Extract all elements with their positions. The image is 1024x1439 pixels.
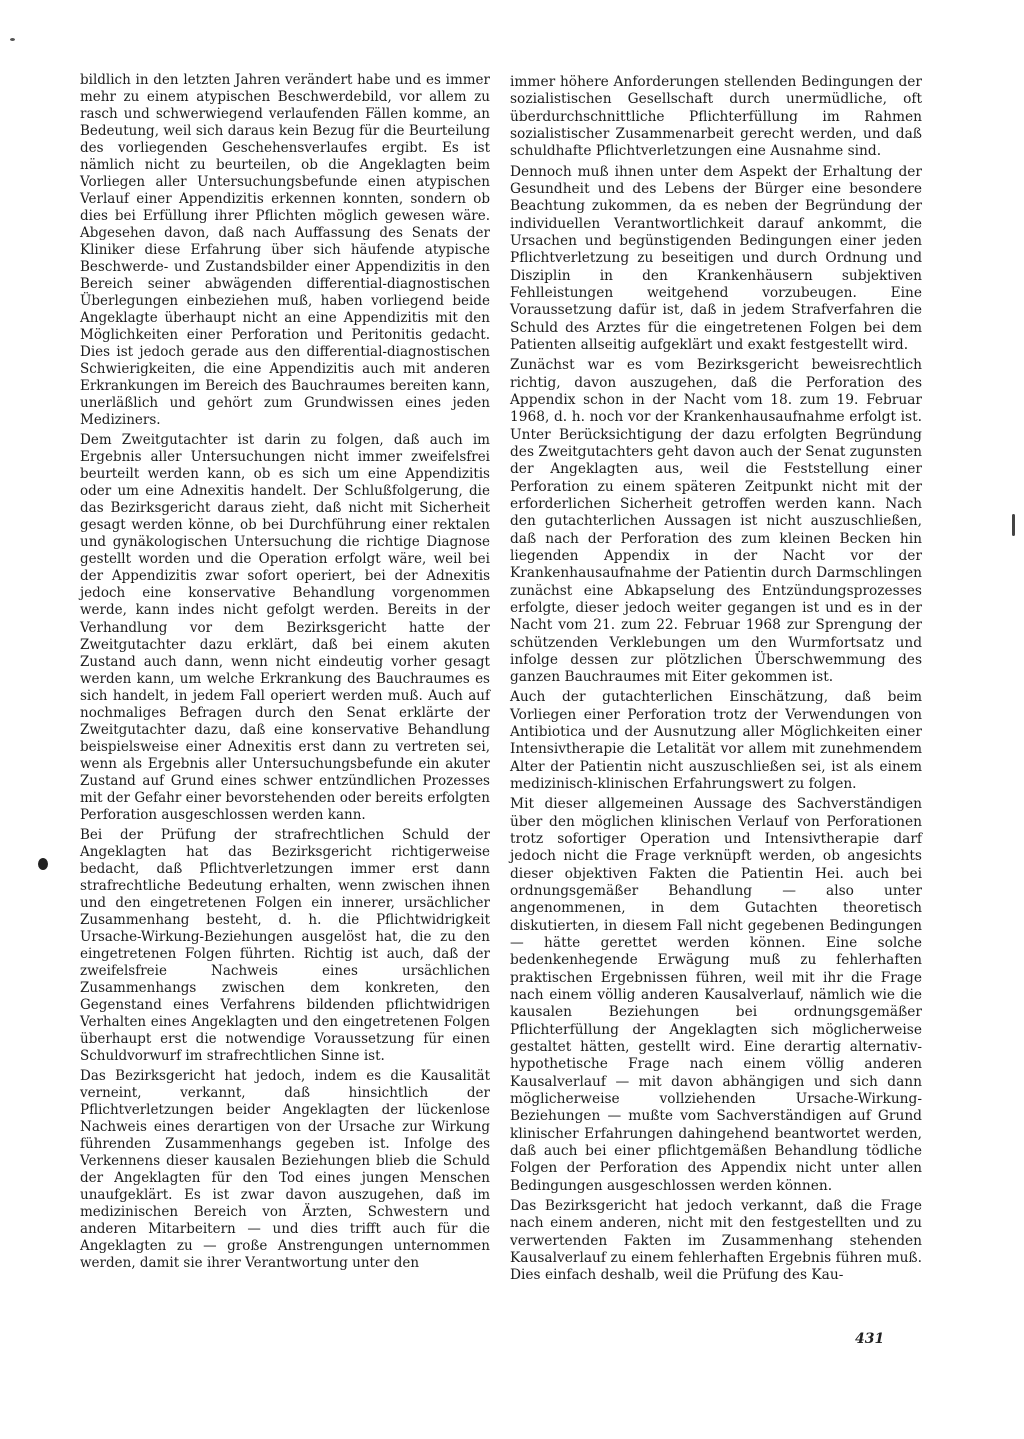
paragraph: bildlich in den letzten Jahren verändert habe und es immer mehr zu einem atypischen Beschwerdebild, vor allem zu rasch und schwerwiegend verlaufenden Fällen komme, an Bedeutung, weil sich daraus kein Bezug für die Beurteilung des vorliegenden Geschehensverlaufes ergibt. Es ist nämlich nicht zu beurteilen, ob die Angeklagten beim Vorliegen aller Untersuchungsbefunde einen atypischen Verlauf einer Appendizitis erkennen konnten, sondern ob dies bei Erfüllung ihrer Pflichten möglich gewesen wäre. Abgesehen davon, daß nach Auffassung des Senats der Kliniker diese Erfahrung über sich häufende atypische Beschwerde- und Zustandsbilder einer Appendizitis in den Bereich seiner abwägenden differential-diagnostischen Überlegungen einbeziehen muß, haben vorliegend beide Angeklagte überhaupt nicht an eine Appendizitis mit den Möglichkeiten einer Perforation und Peritonitis gedacht. Dies ist jedoch gerade aus den differential-diagnostischen Schwierigkeiten, die eine Appendizitis auch mit anderen Erkrankungen im Bereich des Bauchraumes bereiten kann, unerläßlich und gehört zum Grundwissen eines jeden Mediziners. (80, 72, 490, 429)
paragraph: immer höhere Anforderungen stellenden Bedingungen der sozialistischen Gesellschaft durch unermüdliche, oft überdurchschnittliche Pflichterfüllung im Rahmen sozialistischer Zusammenarbeit gerecht werden, und daß schuldhafte Pflichtverletzungen eine Ausnahme sind. (510, 74, 922, 160)
paragraph: Auch der gutachterlichen Einschätzung, daß beim Vorliegen einer Perforation trotz der Verwendungen von Antibiotica und der Ausnutzung aller Möglichkeiten einer Intensivtherapie die Letalität vor allem mit zunehmendem Alter der Patientin nicht auszuschließen sei, ist als einem medizinisch-klinischen Erfahrungswert zu folgen. (510, 689, 922, 793)
paragraph: Dennoch muß ihnen unter dem Aspekt der Erhaltung der Gesundheit und des Lebens der Bürger eine besondere Beachtung zukommen, da es neben der Begründung der individuellen Verantwortlichkeit darauf ankommt, die Ursachen und begünstigenden Bedingungen einer jeden Pflichtverletzung zu beseitigen und durch Ordnung und Disziplin in den Krankenhäusern subjektiven Fehlleistungen weitgehend vorzubeugen. Eine Voraussetzung dafür ist, daß in jedem Strafverfahren die Schuld des Arztes für die eingetretenen Folgen bei dem Patienten allseitig aufgeklärt und exakt festgestellt wird. (510, 163, 922, 353)
paragraph: Bei der Prüfung der strafrechtlichen Schuld der Angeklagten hat das Bezirksgericht richtigerweise bedacht, daß Pflichtverletzungen immer erst dann strafrechtliche Bedeutung erhalten, wenn zwischen ihnen und den eingetretenen Folgen ein innerer, ursächlicher Zusammenhang besteht, d. h. die Pflichtwidrigkeit Ursache-Wirkung-Beziehungen ausgelöst hat, die zu den eingetretenen Folgen führten. Richtig ist auch, daß der zweifelsfreie Nachweis eines ursächlichen Zusammenhangs zwischen dem konkreten, den Gegenstand eines Verfahrens bildenden pflichtwidrigen Verhalten eines Angeklagten und den eingetretenen Folgen überhaupt erst die notwendige Voraussetzung für einen Schuldvorwurf im strafrechtlichen Sinne ist. (80, 826, 490, 1064)
paragraph: Zunächst war es vom Bezirksgericht beweisrechtlich richtig, davon auszugehen, daß die Perforation des Appendix schon in der Nacht vom 18. zum 19. Februar 1968, d. h. noch vor der Krankenhausaufnahme erfolgt ist. Unter Berücksichtigung der dazu erfolgten Begründung des Zweitgutachters geht davon auch der Senat zugunsten der Angeklagten aus, weil die Feststellung einer Perforation zu einem späteren Zeitpunkt nicht mit der erforderlichen Sicherheit getroffen werden kann. Nach den gutachterlichen Aussagen ist nicht auszuschließen, daß nach der Perforation des zum kleinen Becken hin liegenden Appendix in der Nacht vor der Krankenhausaufnahme der Patientin durch Darmschlingen zunächst eine Abkapselung des Entzündungsprozesses erfolgte, dieser jedoch weiter gegangen ist und es in der Nacht vom 21. zum 22. Februar 1968 zur Sprengung der schützenden Verklebungen um den Wurmfortsatz und infolge dessen zur plötzlichen Überschwemmung des ganzen Bauchraumes mit Eiter gekommen ist. (510, 357, 922, 686)
margin-mark (1012, 514, 1015, 536)
paragraph: Mit dieser allgemeinen Aussage des Sachverständigen über den möglichen klinischen Verlauf von Perforationen trotz sofortiger Operation und Intensivtherapie darf jedoch nicht die Frage verknüpft werden, ob angesichts dieser objektiven Fakten die Patientin Hei. auch bei ordnungsgemäßer Behandlung — also unter angenommenen, in dem Gutachten theoretisch diskutierten, in diesem Fall nicht gegebenen Bedingungen — hätte gerettet werden können. Eine solche bedenkenhegende Erwägung muß zu fehlerhaften praktischen Ergebnissen führen, weil mit ihr die Frage nach einem völlig anderen Kausalverlauf, nämlich wie die kausalen Beziehungen bei ordnungsgemäßer Pflichterfüllung der Angeklagten sich möglicherweise gestaltet hätten, gestellt wird. Eine derartig alternativ-hypothetische Frage nach einem völlig anderen Kausalverlauf — mit davon abhängigen und sich dann möglicherweise vollziehenden Ursache-Wirkung-Beziehungen — mußte vom Sachverständigen auf Grund klinischer Erfahrungen dahingehend beantwortet werden, daß auch bei einer pflichtgemäßen Behandlung tödliche Folgen der Perforation des Appendix nicht unter allen Bedingungen ausgeschlossen werden können. (510, 796, 922, 1194)
paragraph: Das Bezirksgericht hat jedoch verkannt, daß die Frage nach einem anderen, nicht mit den festgestellten und zu verwertenden Fakten im Zusammenhang stehenden Kausalverlauf zu einem fehlerhaften Ergebnis führen muß. Dies einfach deshalb, weil die Prüfung des Kau- (510, 1198, 922, 1284)
left-column (80, 72, 490, 1275)
page-number: 431 (855, 1331, 885, 1347)
paragraph: Dem Zweitgutachter ist darin zu folgen, daß auch im Ergebnis aller Untersuchungen nicht immer zweifelsfrei beurteilt werden kann, ob es sich um eine Appendizitis oder um eine Adnexitis handelt. Der Schlußfolgerung, die das Bezirksgericht daraus zieht, daß nicht mit Sicherheit gesagt werden könne, ob bei Durchführung einer rektalen und gynäkologischen Untersuchung die richtige Diagnose gestellt worden und die Operation erfolgt wäre, weil bei der Appendizitis zwar sofort operiert, bei der Adnexitis jedoch eine konservative Behandlung vorgenommen werde, kann indes nicht gefolgt werden. Bereits in der Verhandlung vor dem Bezirksgericht hatte der Zweitgutachter dazu erklärt, daß bei einem akuten Zustand auch dann, wenn nicht eindeutig vorher gesagt werden kann, um welche Erkrankung des Bauchraumes es sich handelt, in jedem Fall operiert werden muß. Auch auf nochmaliges Befragen durch den Senat erklärte der Zweitgutachter dazu, daß eine konservative Behandlung beispielsweise einer Adnexitis erst dann zu vertreten sei, wenn als Ergebnis aller Untersuchungsbefunde ein akuter Zustand auf Grund eines schwer entzündlichen Prozesses mit der Gefahr einer bevorstehenden oder bereits erfolgten Perforation ausgeschlossen werden kann. (80, 432, 490, 823)
ink-dot (38, 858, 48, 870)
scan-mark (10, 38, 15, 41)
right-column (510, 74, 922, 1288)
paragraph: Das Bezirksgericht hat jedoch, indem es die Kausalität verneint, verkannt, daß hinsichtlich der Pflichtverletzungen beider Angeklagten der lückenlose Nachweis eines derartigen von der Ursache zur Wirkung führenden Zusammenhangs gegeben ist. Infolge des Verkennens dieser kausalen Beziehungen blieb die Schuld der Angeklagten für den Tod eines jungen Menschen unaufgeklärt. Es ist zwar davon auszugehen, daß im medizinischen Bereich von Ärzten, Schwestern und anderen Mitarbeitern — und dies trifft auch für die Angeklagten zu — große Anstrengungen unternommen werden, damit sie ihrer Verantwortung unter den (80, 1067, 490, 1272)
